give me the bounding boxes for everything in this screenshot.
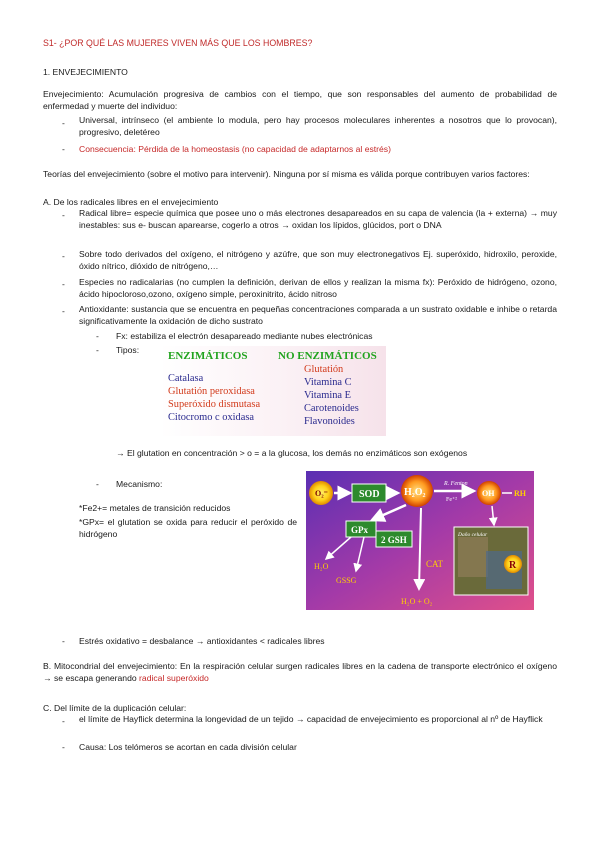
radical-label: R	[509, 560, 517, 571]
bullet-dash: -	[62, 742, 65, 752]
cell-texture	[458, 537, 488, 577]
bullet-fx: Fx: estabiliza el electrón desapareado mediante nubes electrónicas	[116, 331, 373, 341]
bullet-dash: -	[96, 479, 99, 489]
bullet-consecuencia: Consecuencia: Pérdida de la homeostasis (no capacidad de adaptarnos al estrés)	[79, 144, 391, 154]
sod-label: SOD	[359, 489, 380, 500]
oxidative-mechanism-diagram	[306, 471, 534, 610]
gpx-note: *GPx= el glutation se oxida para reducir el peróxido de hidrógeno	[79, 517, 297, 540]
cell-damage-label: Daño celular	[458, 532, 488, 538]
enzymatic-header: ENZIMÁTICOS	[168, 350, 248, 362]
bullet-estres-oxidativo: Estrés oxidativo = desbalance → antioxidantes < radicales libres	[79, 636, 325, 646]
bullet-dash: -	[62, 636, 65, 646]
section-heading-envejecimiento: 1. ENVEJECIMIENTO	[43, 67, 128, 77]
h2o2-label: H₂O₂	[404, 487, 426, 498]
fenton-label: R. Fenton	[444, 481, 468, 487]
bullet-dash: -	[62, 306, 65, 316]
enz-item: Superóxido dismutasa	[168, 399, 261, 410]
enz-item: Catalasa	[168, 373, 204, 384]
bullet-dash: -	[96, 331, 99, 341]
noenz-item: Vitamina C	[304, 377, 352, 388]
noenz-item: Glutatión	[304, 364, 344, 375]
page-title: S1- ¿POR QUÉ LAS MUJERES VIVEN MÁS QUE LOS HOMBRES?	[43, 38, 313, 48]
bullet-telomeros: Causa: Los telómeros se acortan en cada división celular	[79, 742, 297, 752]
fe-label: Fe⁺²	[446, 497, 457, 503]
noenz-item: Flavonoides	[304, 416, 355, 427]
section-heading-a: A. De los radicales libres en el envejecimiento	[43, 197, 219, 207]
bullet-dash: -	[96, 345, 99, 355]
gssg-label: GSSG	[336, 576, 357, 585]
bullet-dash: -	[62, 716, 65, 726]
section-b-highlight: radical superóxido	[139, 673, 209, 684]
section-b-text: B. Mitocondrial del envejecimiento: En la respiración celular surgen radicales libres en la cadena de transporte electrónico el oxígeno → se escapa generando	[43, 661, 557, 684]
section-heading-c: C. Del límite de la duplicación celular:	[43, 703, 187, 713]
rh-label: RH	[514, 489, 526, 498]
paragraph-teorias: Teorías del envejecimiento (sobre el motivo para intervenir). Ninguna por sí misma es válida porque contribuyen varios factores:	[43, 169, 530, 179]
gsh-label: 2 GSH	[381, 535, 407, 545]
bullet-dash: -	[62, 210, 65, 220]
bullet-dash: -	[62, 118, 65, 128]
bullet-dash: -	[62, 251, 65, 261]
bullet-mecanismo: Mecanismo:	[116, 479, 163, 489]
bullet-no-radicalarias: Especies no radicalarias (no cumplen la definición, derivan de ellos y realizan la misma fx): Peróxido de hidrógeno, ozono, ácido hipocloroso,ozono, oxígeno simple, peroxinitrito, ácido nitroso	[79, 277, 557, 300]
bullet-tipos: Tipos:	[116, 345, 140, 355]
cat-label: CAT	[426, 559, 444, 569]
antioxidant-types-figure	[160, 346, 386, 436]
bullet-dash: -	[62, 144, 65, 154]
paragraph-envejecimiento-def: Envejecimiento: Acumulación progresiva de cambios con el tiempo, que son responsables del aumento de probabilidad de enfermedad y muerte del individuo:	[43, 89, 557, 112]
bullet-universal: Universal, intrínseco (el ambiente lo modula, pero hay procesos moleculares inherentes a nosotros que lo provocan), progresivo, deletéreo	[79, 115, 557, 138]
paragraph-section-b	[43, 660, 557, 685]
gpx-label: GPx	[351, 525, 368, 535]
noenz-item: Carotenoides	[304, 403, 359, 414]
bullet-dash: -	[62, 279, 65, 289]
h2o-label: H₂O	[314, 562, 329, 571]
bullet-radical-libre: Radical libre= especie química que posee uno o más electrones desapareados en su capa de valencia (la + externa) → muy inestables: sus e- buscan aparearse, cogerlo a otros → oxidan los lípidos, glúcidos, port o DNA	[79, 208, 557, 231]
non-enzymatic-header: NO ENZIMÁTICOS	[278, 350, 377, 362]
hydroxyl-label: OH	[482, 489, 495, 498]
bullet-hayflick: el límite de Hayflick determina la longevidad de un tejido → capacidad de envejecimiento es proporcional al nº de Hayflick	[79, 714, 543, 724]
enz-item: Citocromo c oxidasa	[168, 412, 254, 423]
superoxide-label: O₂⁻	[315, 489, 328, 498]
noenz-item: Vitamina E	[304, 390, 351, 401]
final-products-label: H₂O + O₂	[401, 597, 433, 606]
glutation-note: → El glutation en concentración > o = a la glucosa, los demás no enzimáticos son exógenos	[116, 448, 468, 458]
bullet-antioxidante: Antioxidante: sustancia que se encuentra en pequeñas concentraciones comparada a un sustrato oxidable e inhibe o retarda significativamente la oxidación de dicho sustrato	[79, 304, 557, 327]
bullet-derivados: Sobre todo derivados del oxígeno, el nitrógeno y azúfre, que son muy electronegativos Ej. superóxido, hidroxilo, peroxide, óxido nítrico, dióxido de nitrógeno,…	[79, 249, 557, 272]
enz-item: Glutatión peroxidasa	[168, 386, 255, 397]
fe-note: *Fe2+= metales de transición reducidos	[79, 503, 231, 513]
